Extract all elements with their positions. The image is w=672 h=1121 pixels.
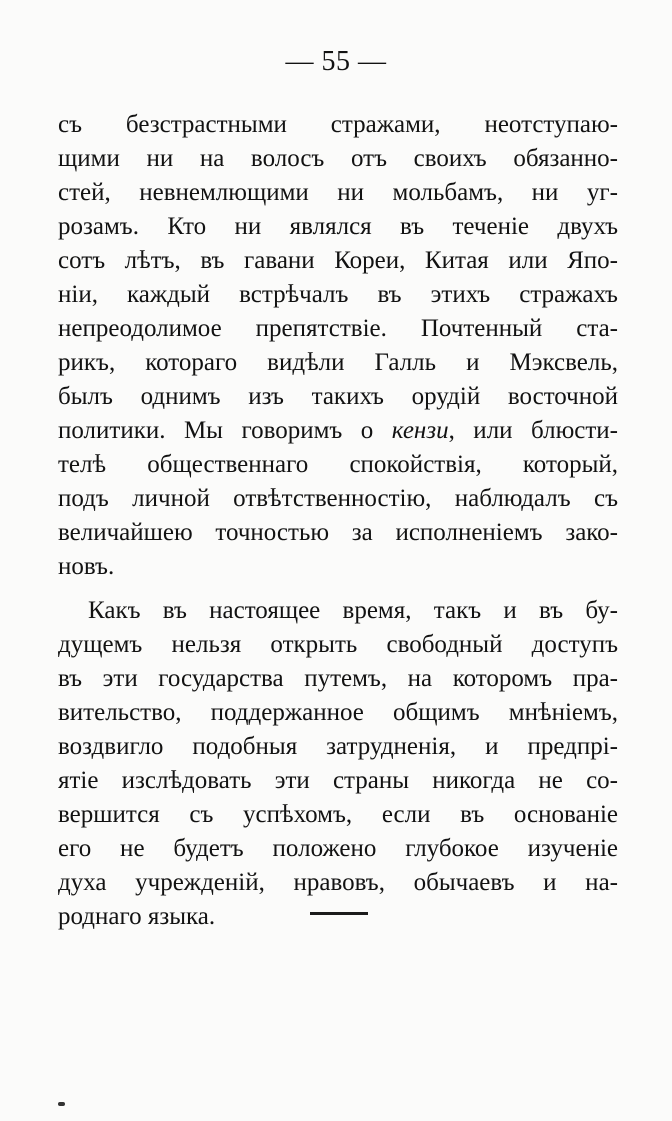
italic-term: кензи [391,417,449,444]
text-line: величайшею точностью за исполненіемъ зако- [58,519,618,546]
text-line: ятіе изслѣдовать эти страны никогда не со- [58,767,618,794]
text-line: непреодолимое препятствіе. Почтенный ста- [58,315,618,342]
text-line: сотъ лѣтъ, въ гавани Кореи, Китая или Япо- [58,247,618,274]
text-line: духа учрежденій, нравовъ, обычаевъ и на- [58,869,618,896]
paragraph-1 [58,108,618,584]
text-line: розамъ. Кто ни являлся въ теченіе двухъ [58,213,618,240]
text-line: вительство, поддержанное общимъ мнѣніемъ, [58,699,618,726]
text-line: ніи, каждый встрѣчалъ въ этихъ стражахъ [58,281,618,308]
text-line: рикъ, котораго видѣли Галль и Мэксвель, [58,349,618,376]
body-text [58,108,618,934]
text-line: Какъ въ настоящее время, такъ и въ бу- [88,597,618,624]
text-line: съ безстрастными стражами, неотступаю- [58,111,618,138]
text-line: телѣ общественнаго спокойствія, который, [58,451,618,478]
text-line: подъ личной отвѣтственностію, наблюдалъ съ [58,485,618,512]
text-line: политики. Мы говоримъ о кензи, или блюсти- [58,417,618,444]
page-number: — 55 — [285,46,387,77]
paragraph-2 [58,594,618,934]
end-rule [310,912,368,915]
text-line: щими ни на волосъ отъ своихъ обязанно- [58,145,618,172]
text-line: воздвигло подобныя затрудненія, и предпрі- [58,733,618,760]
text-line: въ эти государства путемъ, на которомъ пра- [58,665,618,692]
text-line: стей, невнемлющими ни мольбамъ, ни уг- [58,179,618,206]
page-speck [58,1102,65,1106]
text-line: вершится съ успѣхомъ, если въ основаніе [58,801,618,828]
text-line: былъ однимъ изъ такихъ орудій восточной [58,383,618,410]
text-line: дущемъ нельзя открыть свободный доступъ [58,631,618,658]
text-line: его не будетъ положено глубокое изученіе [58,835,618,862]
text-line: роднаго языка. [58,903,216,930]
text-line: новъ. [58,553,115,580]
paragraph-gap [58,584,618,594]
